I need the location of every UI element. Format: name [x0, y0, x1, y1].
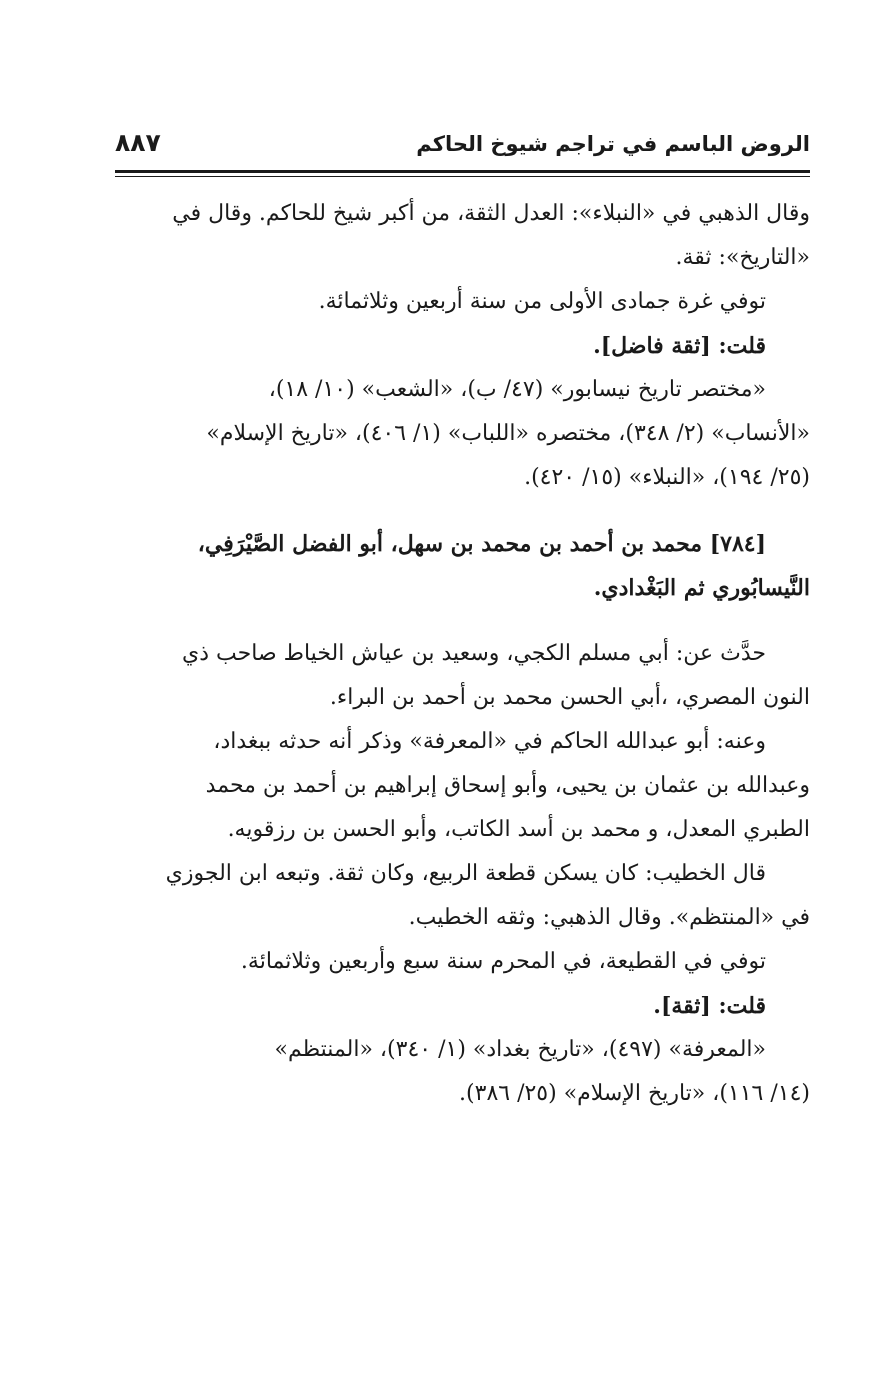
heading-spacer: [115, 610, 810, 632]
entry-separator: [115, 500, 810, 522]
teachers-line: النون المصري، ،أبي الحسن محمد بن أحمد بن البراء.: [329, 685, 810, 710]
verdict-line: قلت: [ثقة].: [653, 993, 766, 1019]
teachers-line: حدَّث عن: أبي مسلم الكجي، وسعيد بن عياش الخياط صاحب ذي: [182, 641, 766, 666]
verdict-line: قلت: [ثقة فاضل].: [593, 333, 766, 359]
header-rule-thick: [115, 170, 810, 173]
entry-783-tail: [115, 192, 810, 500]
running-title: الروض الباسم في تراجم شيوخ الحاكم: [416, 132, 810, 156]
text-line: وقال الذهبي في «النبلاء»: العدل الثقة، من أكبر شيخ للحاكم. وقال في: [172, 201, 810, 226]
sources-line: «الأنساب» (٢/ ٣٤٨)، مختصره «اللباب» (١/ ٤٠٦)، «تاريخ الإسلام»: [206, 421, 810, 446]
khatib-line: في «المنتظم». وقال الذهبي: وثقه الخطيب.: [408, 905, 810, 930]
entry-heading: النَّيسابُوري ثم البَغْدادي.: [593, 575, 810, 601]
death-line: توفي غرة جمادى الأولى من سنة أربعين وثلاثمائة.: [318, 289, 766, 314]
death-line: توفي في القطيعة، في المحرم سنة سبع وأربعين وثلاثمائة.: [240, 949, 766, 974]
text-line: «التاريخ»: ثقة.: [675, 245, 810, 270]
students-line: الطبري المعدل، و محمد بن أسد الكاتب، وأبو الحسن بن رزقويه.: [227, 817, 810, 842]
page-number: ٨٨٧: [115, 128, 161, 157]
sources-line: (١٤/ ١١٦)، «تاريخ الإسلام» (٢٥/ ٣٨٦).: [459, 1081, 810, 1106]
sources-line: «مختصر تاريخ نيسابور» (٤٧/ ب)، «الشعب» (١٠/ ١٨)،: [268, 377, 766, 402]
sources-line: (٢٥/ ١٩٤)، «النبلاء» (١٥/ ٤٢٠).: [524, 465, 810, 490]
khatib-line: قال الخطيب: كان يسكن قطعة الربيع، وكان ثقة. وتبعه ابن الجوزي: [165, 861, 766, 886]
entry-heading: [٧٨٤] محمد بن أحمد بن محمد بن سهل، أبو الفضل الصَّيْرَفِي،: [197, 531, 766, 557]
students-line: وعبدالله بن عثمان بن يحيى، وأبو إسحاق إبراهيم بن أحمد بن محمد: [205, 773, 810, 798]
entry-784: [115, 522, 810, 1116]
header-rule-thin: [115, 176, 810, 177]
students-line: وعنه: أبو عبدالله الحاكم في «المعرفة» وذكر أنه حدثه ببغداد،: [213, 729, 766, 754]
page-header: [115, 126, 810, 166]
sources-line: «المعرفة» (٤٩٧)، «تاريخ بغداد» (١/ ٣٤٠)، «المنتظم»: [274, 1037, 766, 1062]
page-body: [115, 192, 810, 1116]
